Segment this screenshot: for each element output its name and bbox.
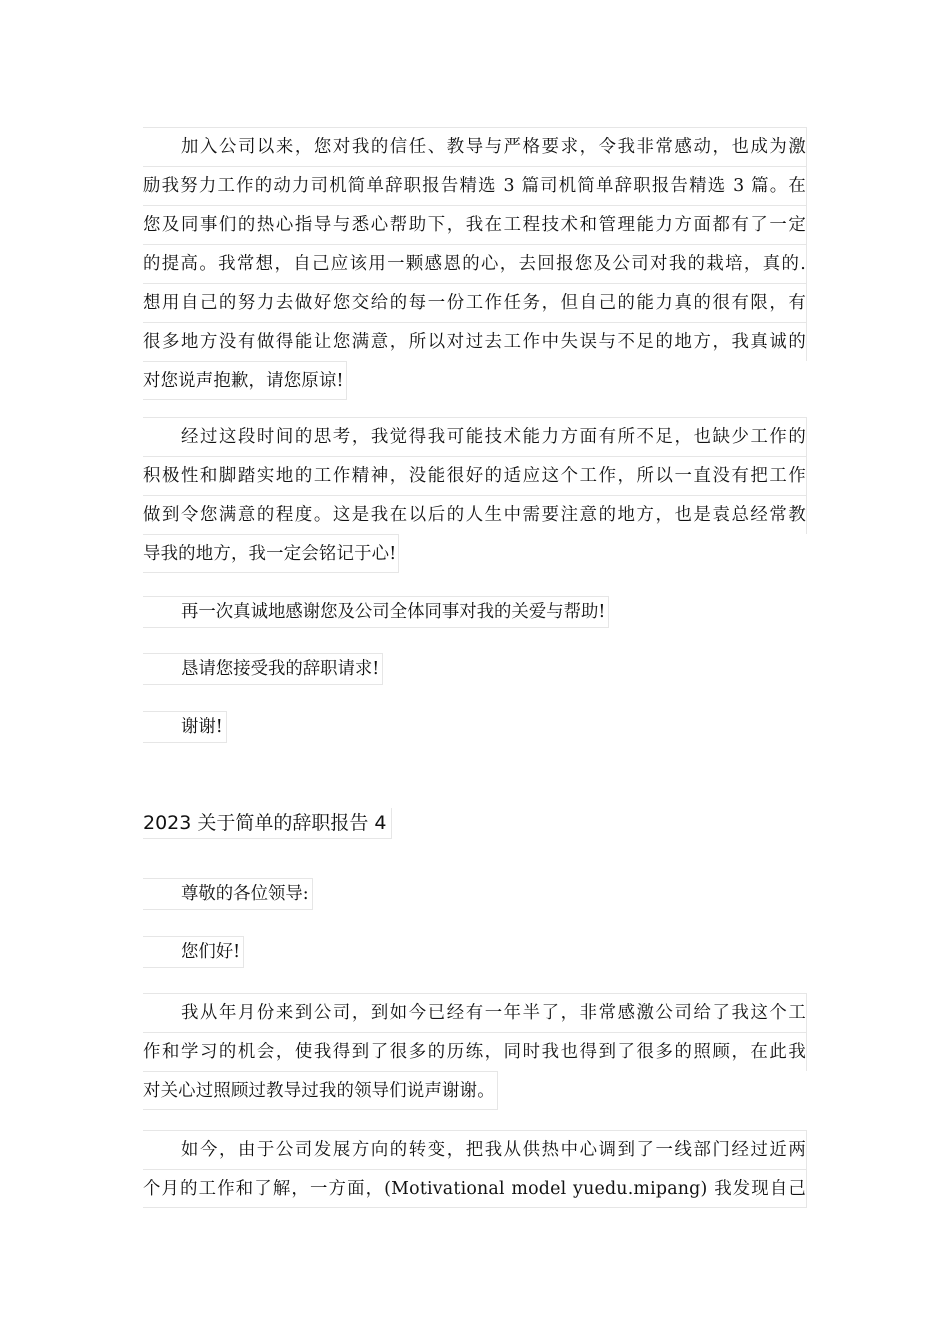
section-heading: [143, 808, 807, 839]
text-line: 很多地方没有做得能让您满意，所以对过去工作中失误与不足的地方，我真诚的: [143, 322, 807, 361]
text-line: 励我努力工作的动力司机简单辞职报告精选 3 篇司机简单辞职报告精选 3 篇。在: [143, 166, 807, 205]
paragraph-thanks: [143, 711, 807, 743]
text-line: 我从年月份来到公司，到如今已经有一年半了，非常感激公司给了我这个工: [143, 993, 807, 1032]
text-line: 想用自己的努力去做好您交给的每一份工作任务，但自己的能力真的很有限，有: [143, 283, 807, 322]
text-line: 再一次真诚地感谢您及公司全体同事对我的关爱与帮助!: [143, 596, 609, 628]
paragraph-salutation: [143, 878, 807, 910]
text-line: 对关心过照顾过教导过我的领导们说声谢谢。: [143, 1071, 498, 1110]
paragraph-thanks-colleagues: [143, 596, 807, 628]
text-line: 个月的工作和了解，一方面，(Motivational model yuedu.mipang) 我发现自己: [143, 1169, 807, 1208]
text-line: 的提高。我常想，自己应该用一颗感恩的心，去回报您及公司对我的栽培，真的.: [143, 244, 807, 283]
paragraph-greeting: [143, 936, 807, 968]
text-line: 做到令您满意的程度。这是我在以后的人生中需要注意的地方，也是袁总经常教: [143, 495, 807, 534]
text-line: 尊敬的各位领导:: [143, 878, 313, 910]
text-line: 如今，由于公司发展方向的转变，把我从供热中心调到了一线部门经过近两: [143, 1130, 807, 1169]
text-line: 谢谢!: [143, 711, 227, 743]
paragraph-reflection: [143, 417, 807, 577]
text-line: 加入公司以来，您对我的信任、教导与严格要求，令我非常感动，也成为激: [143, 127, 807, 166]
text-line: 积极性和脚踏实地的工作精神，没能很好的适应这个工作，所以一直没有把工作: [143, 456, 807, 495]
paragraph-transfer: [143, 1130, 807, 1208]
text-line: 经过这段时间的思考，我觉得我可能技术能力方面有所不足，也缺少工作的: [143, 417, 807, 456]
text-line: 对您说声抱歉，请您原谅!: [143, 361, 347, 400]
paragraph-gratitude: [143, 127, 807, 404]
text-line: 您及同事们的热心指导与悉心帮助下，我在工程技术和管理能力方面都有了一定: [143, 205, 807, 244]
paragraph-history: [143, 993, 807, 1114]
heading-title: 2023 关于简单的辞职报告 4: [143, 808, 392, 839]
text-line: 您们好!: [143, 936, 244, 968]
paragraph-request: [143, 653, 807, 685]
text-line: 导我的地方，我一定会铭记于心!: [143, 534, 399, 573]
text-line: 作和学习的机会，使我得到了很多的历练，同时我也得到了很多的照顾，在此我: [143, 1032, 807, 1071]
text-line: 恳请您接受我的辞职请求!: [143, 653, 383, 685]
